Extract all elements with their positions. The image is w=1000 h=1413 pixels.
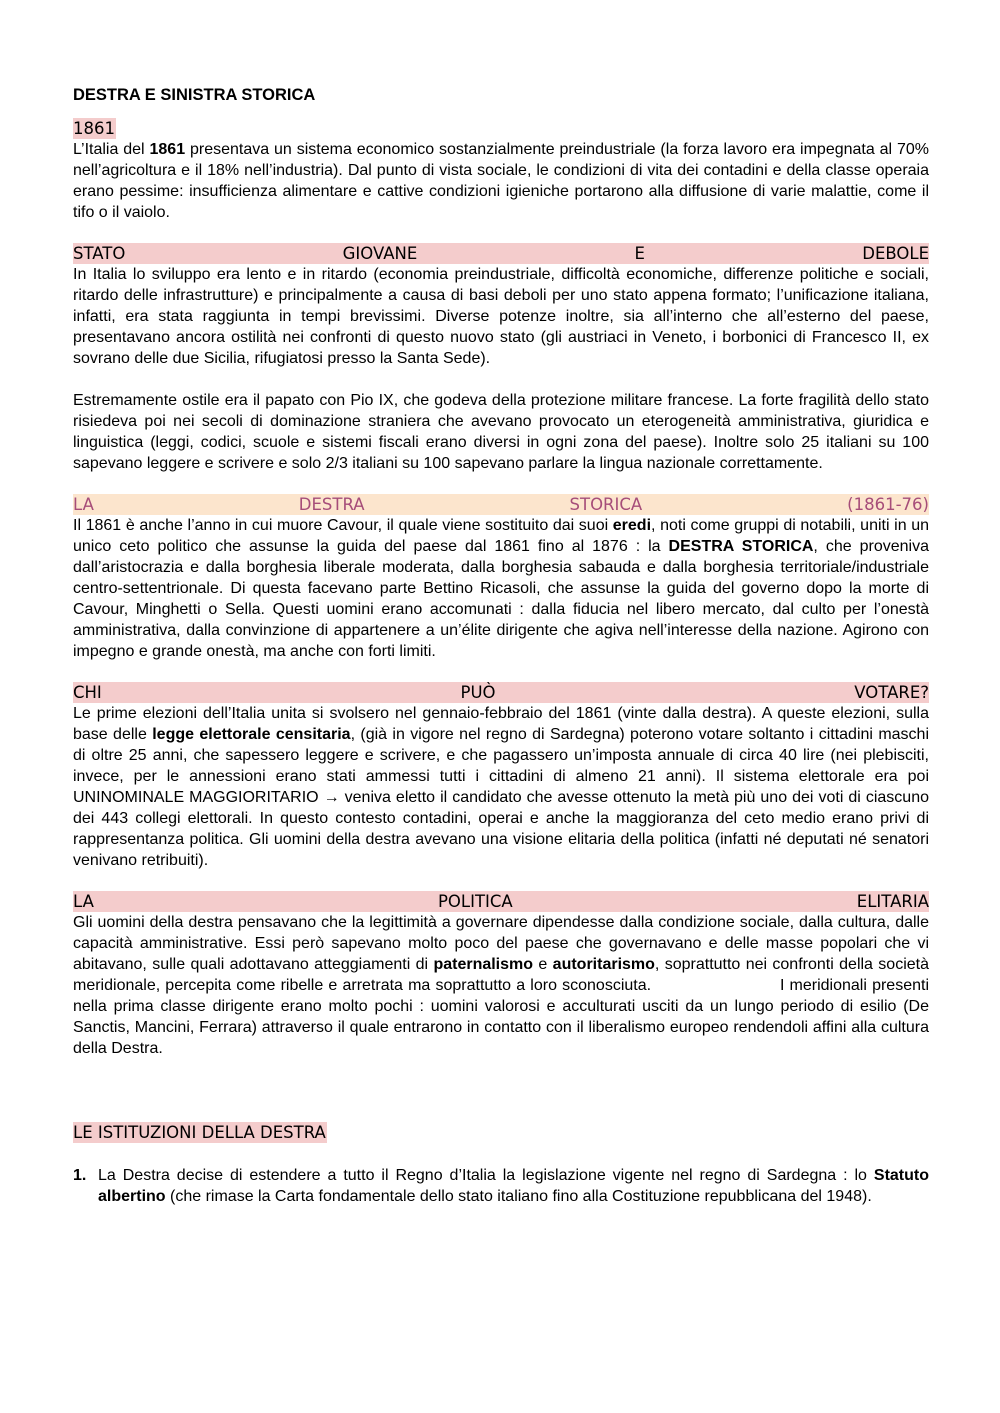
heading-word: (1861-76) <box>847 495 929 514</box>
heading-word: ELITARIA <box>856 892 929 911</box>
text-run: , noti come gruppi di notabili, uniti in un unico ceto politico che assunse la guida del paese dal 1861 fino al 1876 : la <box>73 517 930 555</box>
list-text <box>98 1165 929 1207</box>
list-number: 1. <box>73 1167 87 1184</box>
section-heading-stato-giovane <box>73 243 929 264</box>
text-run: La Destra decise di estendere a tutto il Regno d’Italia la legislazione vigente nel regno di Sardegna : lo <box>98 1167 874 1184</box>
paragraph-stato-1: In Italia lo sviluppo era lento e in ritardo (economia preindustriale, difficoltà economiche, differenze politiche e sociali, ritardo delle infrastrutture) e principalmente a causa di basi deboli per uno stato appena formato; l’unificazione italiana, infatti, era stata raggiunta in tempi brevissimi. Diverse potenze inoltre, sia all’interno che all’esterno del paese, presentavano ancora ostilità nei confronti di questo nuovo stato (gli austriaci in Veneto, i borbonici di Francesco II, ex sovrano delle due Sicilia, rifugiatosi presso la Santa Sede). <box>73 266 929 367</box>
section-heading-1861: 1861 <box>73 119 115 138</box>
heading-word: LA <box>73 892 94 911</box>
text-run: e <box>533 956 553 973</box>
heading-word: PUÒ <box>460 683 496 702</box>
text-run: , che proveniva dall’aristocrazia e dalla borghesia liberale moderata, dalla borghesia sabauda e dalla borghesia territoriale/industriale centro-settentrionale. Di questa facevano parte Bettino Ricasoli, che assunse la guida del governo dopo la morte di Cavour, Minghetti o Sella. Questi uomini erano accomunati : dalla fiducia nel libero mercato, dal culto per l’onestà amministrativa, dalla convinzione di appartenere a un’élite dirigente che agiva nell’interesse della nazione. Agirono con impegno e grande onestà, ma anche con forti limiti. <box>73 538 929 660</box>
section-heading-chi-puo-votare <box>73 682 929 703</box>
bold-text: DESTRA STORICA <box>668 538 814 555</box>
heading-word: STATO <box>73 244 126 263</box>
paragraph-destra-storica <box>73 515 929 662</box>
heading-word: DEBOLE <box>862 244 929 263</box>
text-run: L’Italia del <box>73 141 150 158</box>
list-item <box>73 1165 929 1207</box>
text-run: Il 1861 è anche l’anno in cui muore Cavour, il quale viene sostituito dai suoi <box>73 517 613 534</box>
text-run: , soprattutto nei confronti della società meridionale, percepita come ribelle e arretrata ma soprattutto a loro sconosciuta. I meridionali presenti nella prima classe dirigente erano molto pochi : uomini valorosi e acculturati usciti da un lungo periodo di esilio (De Sanctis, Mancini, Ferrara) attraverso il quale entrarono in contatto con il liberalismo europeo rendendoli affini alla cultura della Destra. <box>73 956 934 1057</box>
heading-word: GIOVANE <box>342 244 418 263</box>
bold-text: eredi <box>612 517 652 534</box>
bold-text: legge elettorale censitaria <box>152 726 351 743</box>
bold-text: paternalismo <box>433 956 534 973</box>
heading-word: POLITICA <box>437 892 513 911</box>
section-heading-istituzioni: LE ISTITUZIONI DELLA DESTRA <box>73 1123 326 1142</box>
text-run: , (già in vigore nel regno di Sardegna) poterono votare soltanto i cittadini maschi di oltre 25 anni, che sapessero leggere e scrivere, e che pagassero un’imposta annuale di circa 40 lire (nei plebisciti, invece, per le annessioni erano stati ammessi tutti i cittadini di almeno 21 anni). Il sistema elettorale era poi UNINOMINALE MAGGIORITARIO → veniva eletto il candidato che avesse ottenuto la metà più uno dei voti di ciascuno dei 443 collegi elettorali. In questo contesto contadini, operai e anche la maggioranza del ceto medio erano privi di rappresentanza politica. Gli uomini della destra avevano una visione elitaria della politica (infatti né deputati né senatori venivano retribuiti). <box>73 726 930 869</box>
bold-text: 1861 <box>149 141 186 158</box>
heading-word: E <box>634 244 645 263</box>
heading-word: DESTRA <box>298 495 365 514</box>
section-heading-politica-elitaria <box>73 891 929 912</box>
heading-word: LA <box>73 495 94 514</box>
heading-word: STORICA <box>569 495 643 514</box>
paragraph-politica-elitaria <box>73 912 934 1059</box>
text-run: Gli uomini della destra pensavano che la legittimità a governare dipendesse dalla condizione sociale, dalla cultura, dalle capacità amministrative. Essi però sapevano molto poco del paese che governavano e delle masse popolari che vi abitavano, sulle quali adottavano atteggiamenti di <box>73 914 929 973</box>
text-run: Le prime elezioni dell’Italia unita si svolsero nel gennaio-febbraio del 1861 (vinte dalla destra). A queste elezioni, sulla base delle <box>73 705 929 743</box>
paragraph-chi-puo-votare <box>73 703 929 871</box>
text-run: (che rimase la Carta fondamentale dello stato italiano fino alla Costituzione repubblicana del 1948). <box>165 1188 872 1205</box>
paragraph-stato-2: Estremamente ostile era il papato con Pio IX, che godeva della protezione militare francese. La forte fragilità dello stato risiedeva poi nei secoli di dominazione straniera che avevano provocato un eterogeneità amministrativa, giuridica e linguistica (leggi, codici, scuole e sistemi fiscali erano diversi in ogni zona del paese). Inoltre solo 25 italiani su 100 sapevano leggere e scrivere e solo 2/3 italiani su 100 sapevano parlare la lingua nazionale correttamente. <box>73 392 929 472</box>
bold-text: Statuto albertino <box>98 1167 929 1205</box>
text-run: presentava un sistema economico sostanzialmente preindustriale (la forza lavoro era impegnata al 70% nell’agricoltura e il 18% nell’industria). Dal punto di vista sociale, le condizioni di vita dei contadini e della classe operaia erano pessime: insufficienza alimentare e cattive condizioni igieniche portarono alla diffusione di varie malattie, come il tifo o il vaiolo. <box>73 141 930 221</box>
heading-word: VOTARE? <box>854 683 929 702</box>
bold-text: autoritarismo <box>552 956 655 973</box>
section-heading-destra-storica <box>73 494 929 515</box>
heading-word: CHI <box>73 683 102 702</box>
document-page <box>73 84 934 1207</box>
document-title: DESTRA E SINISTRA STORICA <box>73 86 316 104</box>
paragraph-1861 <box>73 139 929 223</box>
